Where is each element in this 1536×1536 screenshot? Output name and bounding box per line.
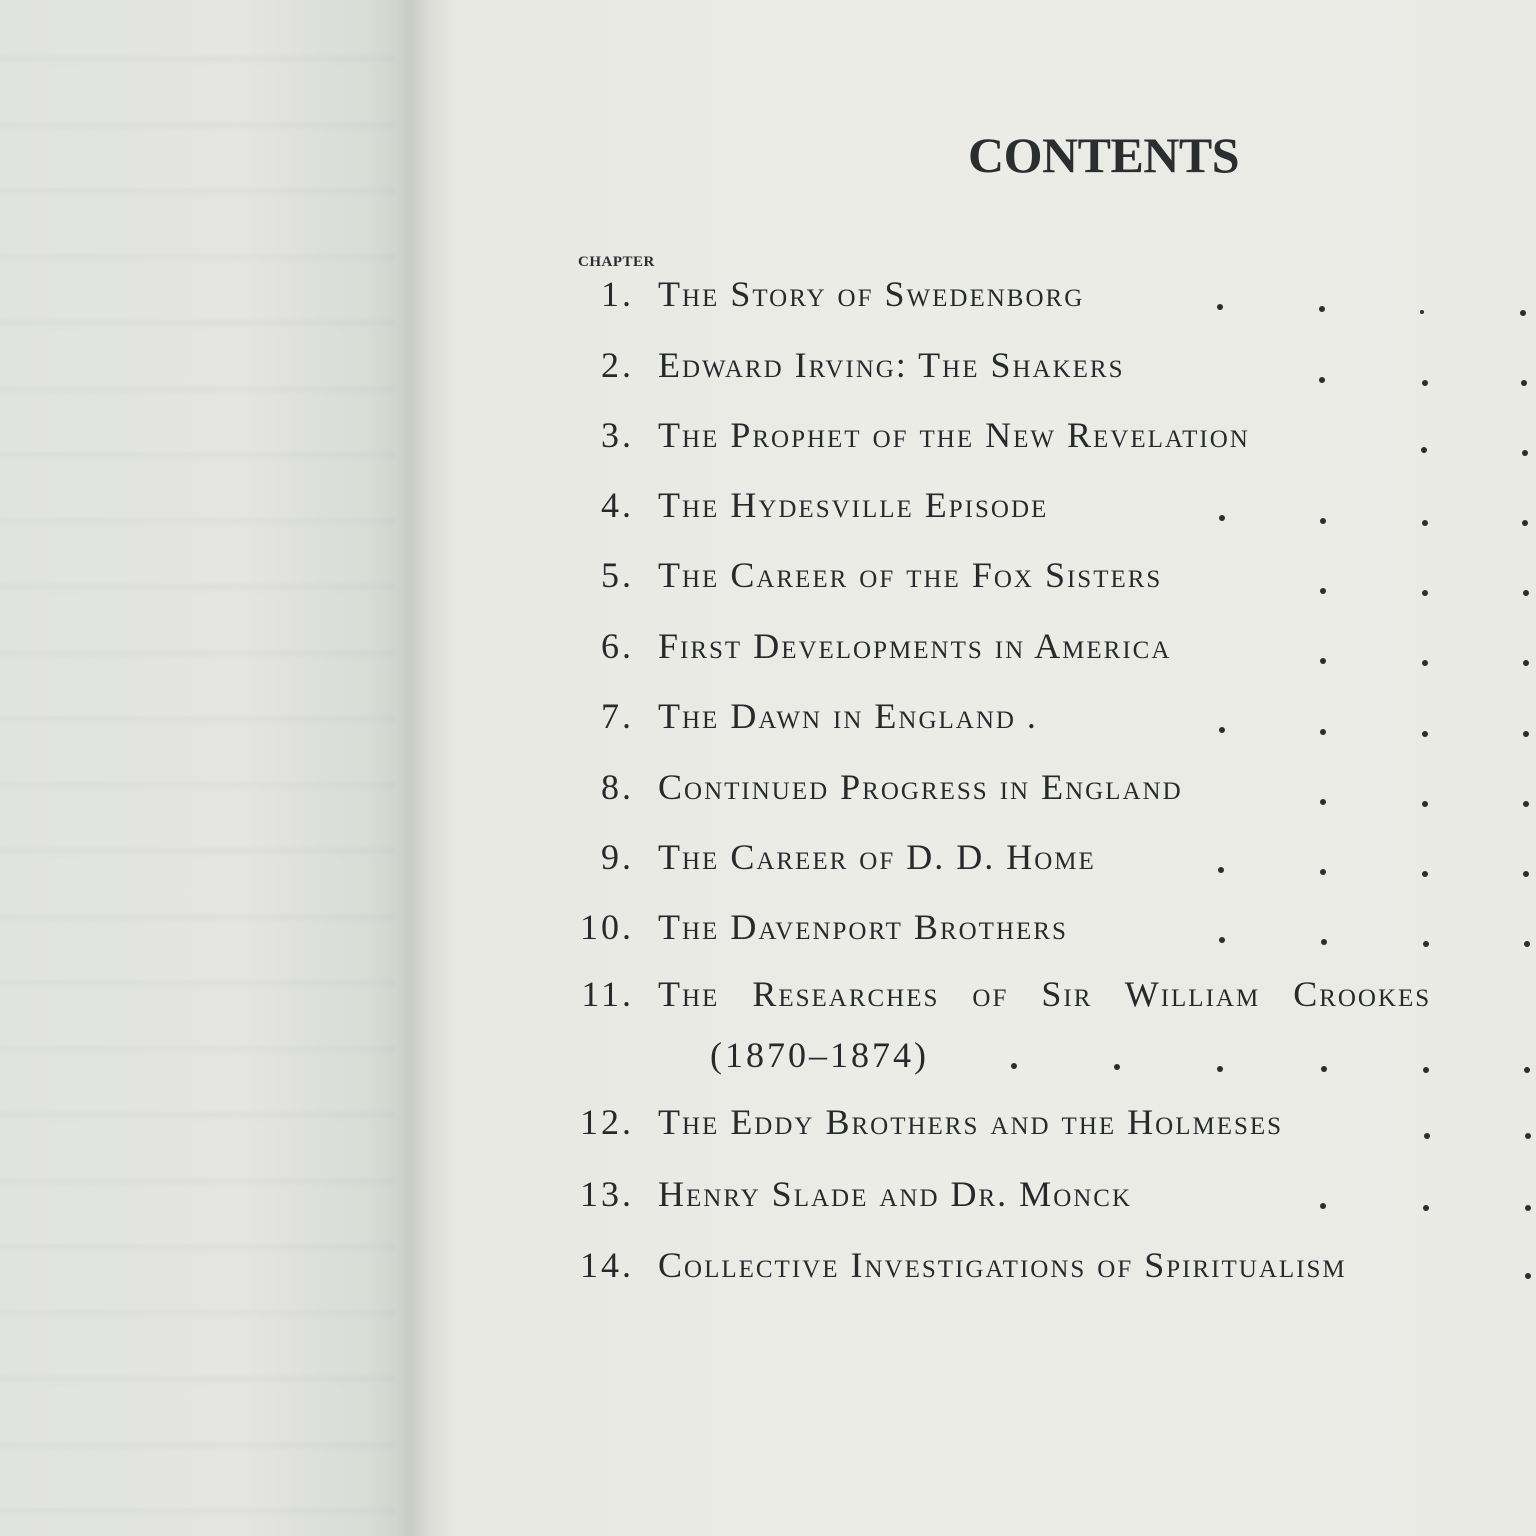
- chapter-title: Edward Irving: The Shakers: [658, 345, 1125, 385]
- leader-dot: [1320, 1203, 1326, 1209]
- leader-dot: [1320, 658, 1326, 664]
- leader-dot: [1319, 377, 1325, 383]
- leader-dot: [1424, 1133, 1430, 1139]
- chapter-number: 9.: [601, 837, 634, 877]
- chapter-number: 3.: [601, 415, 634, 455]
- chapter-title-continuation: (1870–1874): [710, 1035, 929, 1075]
- leader-dot: [1217, 304, 1223, 310]
- chapter-title: Continued Progress in England: [658, 767, 1183, 807]
- chapter-title: The Hydesville Episode: [658, 485, 1049, 525]
- chapter-title: The Dawn in England .: [658, 696, 1038, 736]
- leader-dot: [1422, 520, 1428, 526]
- leader-dot: [1320, 799, 1326, 805]
- leader-dot: [1422, 731, 1428, 737]
- leader-dot: [1011, 1063, 1017, 1069]
- leader-dot: [1523, 590, 1529, 596]
- leader-dot: [1423, 1067, 1429, 1073]
- leader-dot: [1320, 869, 1326, 875]
- leader-dot: [1217, 1066, 1223, 1072]
- chapter-number: 13.: [580, 1174, 634, 1214]
- chapter-number: 14.: [580, 1245, 634, 1285]
- leader-dot: [1114, 1064, 1120, 1070]
- leader-dot: [1422, 871, 1428, 877]
- leader-dot: [1524, 941, 1530, 947]
- leader-dot: [1522, 520, 1528, 526]
- left-page-show-through: [0, 0, 405, 1536]
- chapter-title: The Prophet of the New Revelation: [658, 415, 1250, 455]
- chapter-number: 10.: [580, 907, 634, 947]
- leader-dot: [1522, 450, 1528, 456]
- chapter-number: 11.: [581, 974, 634, 1014]
- leader-dot: [1523, 731, 1529, 737]
- leader-dot: [1422, 660, 1428, 666]
- leader-dot: [1321, 939, 1327, 945]
- leader-dot: [1520, 310, 1526, 316]
- leader-dot: [1525, 1133, 1531, 1139]
- chapter-title: First Developments in America: [658, 626, 1172, 666]
- book-gutter: [395, 0, 455, 1536]
- chapter-column-label: CHAPTER: [578, 254, 655, 270]
- leader-dot: [1422, 380, 1428, 386]
- chapter-title: The Story of Swedenborg: [658, 274, 1085, 314]
- leader-dot: [1219, 515, 1225, 521]
- leader-dot: [1219, 727, 1225, 733]
- leader-dot: [1422, 590, 1428, 596]
- leader-dot: [1423, 1205, 1429, 1211]
- leader-dot: [1525, 1273, 1531, 1279]
- leader-dot: [1523, 801, 1529, 807]
- chapter-number: 2.: [601, 345, 634, 385]
- chapter-number: 8.: [601, 767, 634, 807]
- chapter-number: 4.: [601, 485, 634, 525]
- leader-dot: [1521, 380, 1527, 386]
- leader-dot: [1321, 1066, 1327, 1072]
- chapter-title: Collective Investigations of Spiritualism: [658, 1245, 1347, 1285]
- chapter-title: The Researches of Sir William Crookes: [658, 974, 1432, 1014]
- leader-dot: [1420, 310, 1424, 314]
- chapter-number: 6.: [601, 626, 634, 666]
- leader-dot: [1524, 1067, 1530, 1073]
- leader-dot: [1320, 588, 1326, 594]
- leader-dot: [1423, 941, 1429, 947]
- page-title: CONTENTS: [968, 127, 1240, 183]
- chapter-number: 1.: [601, 274, 634, 314]
- chapter-title: The Eddy Brothers and the Holmeses: [658, 1102, 1284, 1142]
- chapter-number: 5.: [601, 555, 634, 595]
- leader-dot: [1319, 306, 1325, 312]
- chapter-number: 12.: [580, 1102, 634, 1142]
- leader-dot: [1219, 937, 1225, 943]
- leader-dot: [1525, 1205, 1531, 1211]
- leader-dot: [1523, 660, 1529, 666]
- leader-dot: [1218, 867, 1224, 873]
- chapter-title: The Career of the Fox Sisters: [658, 555, 1163, 595]
- leader-dot: [1320, 729, 1326, 735]
- chapter-title: Henry Slade and Dr. Monck: [658, 1174, 1133, 1214]
- leader-dot: [1523, 871, 1529, 877]
- leader-dot: [1422, 801, 1428, 807]
- leader-dot: [1320, 518, 1326, 524]
- chapter-number: 7.: [601, 696, 634, 736]
- chapter-title: The Career of D. D. Home: [658, 837, 1096, 877]
- leader-dot: [1421, 447, 1427, 453]
- chapter-title: The Davenport Brothers: [658, 907, 1068, 947]
